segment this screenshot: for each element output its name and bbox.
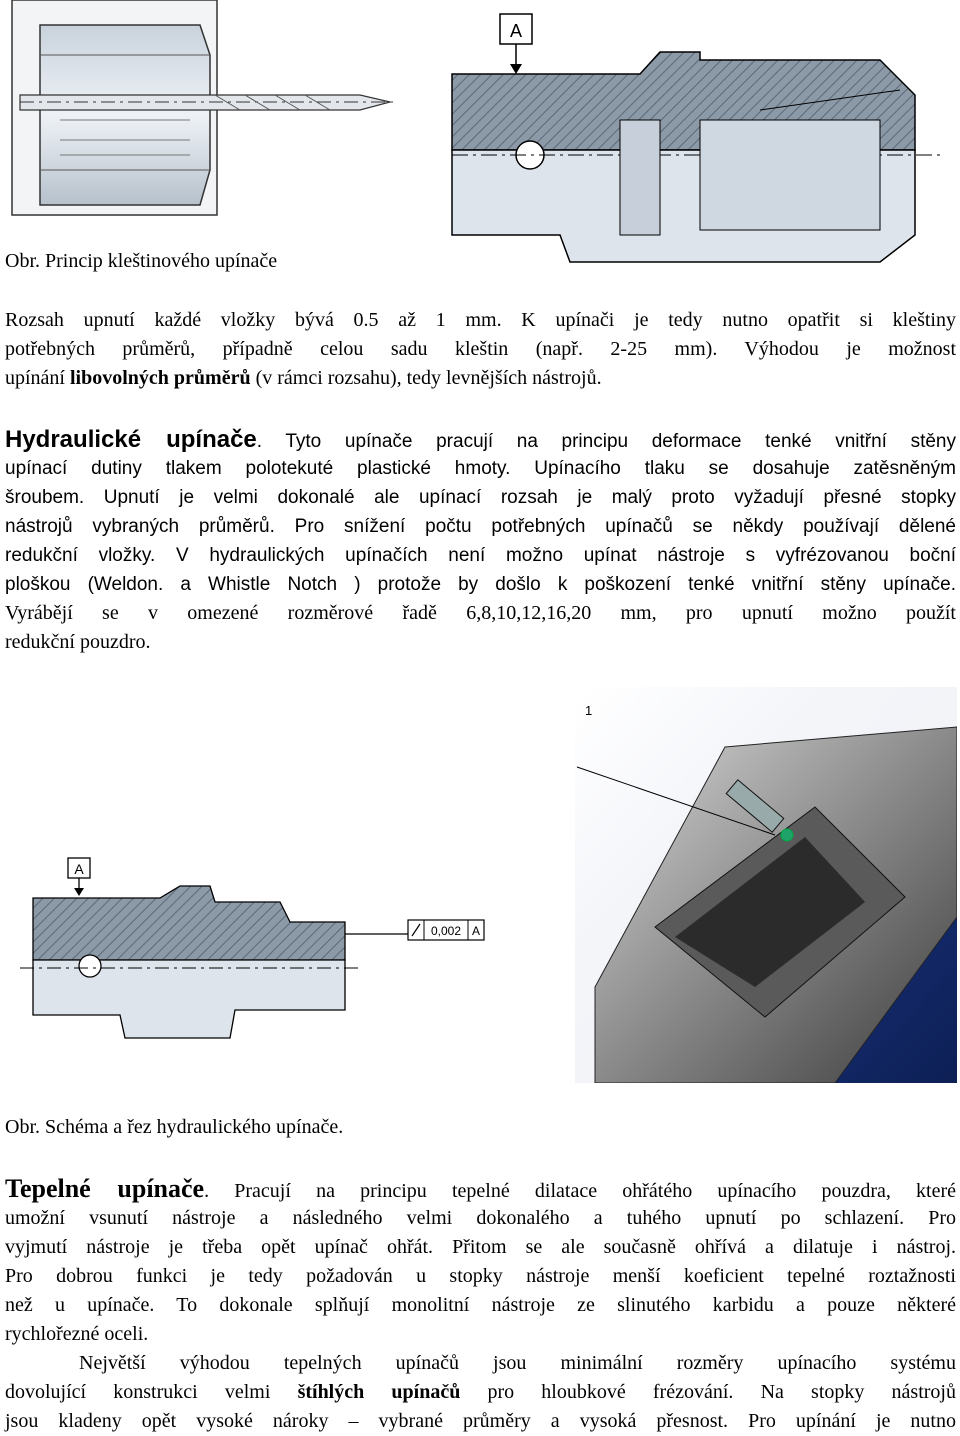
thermal-line7: Největší výhodou tepelných upínačů jsou minimální rozměry upínacího systému — [79, 1352, 956, 1374]
para1-line3 — [5, 364, 956, 393]
thermal-line6: rychlořezné oceli. — [5, 1323, 149, 1345]
thermal-line5: než u upínače. To dokonale splňují monolitní nástroje ze slinutého karbidu a pouze některé — [5, 1294, 956, 1316]
thermal-heading: Tepelné upínače — [5, 1174, 205, 1203]
thermal-line3: vyjmutí nástroje je třeba opět upínač ohřát. Přitom se ale současně ohřívá a dilatuje i nástroj. — [5, 1236, 956, 1258]
thermal-line8-tail: pro hloubkové frézování. Na stopky nástrojů — [460, 1381, 956, 1403]
tolerance-value: 0,002 — [430, 924, 462, 938]
thermal-line2: umožní vsunutí nástroje a následného velmi dokonalého a tuhého upnutí po schlazení. Pro — [5, 1207, 956, 1229]
hydraulic-line4: nástrojů vybraných průměrů. Pro snížení počtu potřebných upínačů se někdy používají dělené — [5, 516, 956, 537]
collet-chuck-section — [452, 14, 940, 262]
thermal-line1-text: . Pracují na principu tepelné dilatace ohřátého upínacího pouzdra, které — [204, 1180, 957, 1202]
thermal-line8 — [5, 1378, 956, 1407]
hydraulic-chuck-cutaway-photo — [575, 687, 957, 1083]
hydraulic-line3: šroubem. Upnutí je velmi dokonalé ale upínací rozsah je malý proto vyžadují přesné stopky — [5, 487, 956, 508]
para1-line1: Rozsah upnutí každé vložky bývá 0.5 až 1 mm. K upínači je tedy nutno opatřit si kleštiny — [5, 309, 956, 331]
hydraulic-line1-text: . Tyto upínače pracují na principu deformace tenké vnitřní stěny — [256, 431, 956, 452]
hydraulic-line1 — [5, 425, 956, 456]
hydraulic-line5: redukční vložky. V hydraulických upínačích není možno upínat nástroje s vyfrézovanou boční — [5, 545, 956, 566]
hydraulic-heading: Hydraulické upínače — [5, 426, 257, 453]
tolerance-datum: A — [471, 924, 481, 938]
caption-collet: Obr. Princip kleštinového upínače — [5, 250, 278, 272]
thermal-line9: jsou kladeny opět vysoké nároky – vybrané průměry a vysoká přesnost. Pro upínání je nutno — [5, 1410, 956, 1432]
thermal-line8-text: dovolující konstrukci velmi — [5, 1381, 298, 1403]
hydraulic-chuck-schematic — [0, 850, 520, 1070]
para1-line2: potřebných průměrů, případně celou sadu kleštin (např. 2-25 mm). Výhodou je možnost — [5, 338, 956, 360]
para1-line3-text: upínání — [5, 367, 70, 389]
callout-number: 1 — [585, 703, 593, 718]
hydraulic-line7: Vyrábějí se v omezené rozměrové řadě 6,8,10,12,16,20 mm, pro upnutí možno použít — [5, 602, 956, 624]
collet-sketch — [12, 0, 395, 215]
datum-label-2: A — [74, 861, 84, 877]
hydraulic-line8: redukční pouzdro. — [5, 631, 151, 653]
thermal-line1 — [5, 1174, 956, 1206]
datum-label: A — [509, 21, 523, 41]
para1-line3-bold: libovolných průměrů — [70, 367, 251, 389]
thermal-line8-bold: štíhlých upínačů — [297, 1381, 461, 1403]
thermal-line4: Pro dobrou funkci je tedy požadován u stopky nástroje menší koeficient tepelné roztažnosti — [5, 1265, 956, 1287]
hydraulic-line2: upínací dutiny tlakem polotekuté plastické hmoty. Upínacího tlaku se dosahuje zatěsněným — [5, 458, 956, 479]
caption-hydraulic: Obr. Schéma a řez hydraulického upínače. — [5, 1116, 344, 1138]
para1-line3-tail: (v rámci rozsahu), tedy levnějších nástrojů. — [250, 367, 602, 389]
collet-chuck-figure — [0, 0, 960, 270]
hydraulic-line6: ploškou (Weldon. a Whistle Notch ) protože by došlo k poškození tenké vnitřní stěny upínače. — [5, 574, 956, 595]
